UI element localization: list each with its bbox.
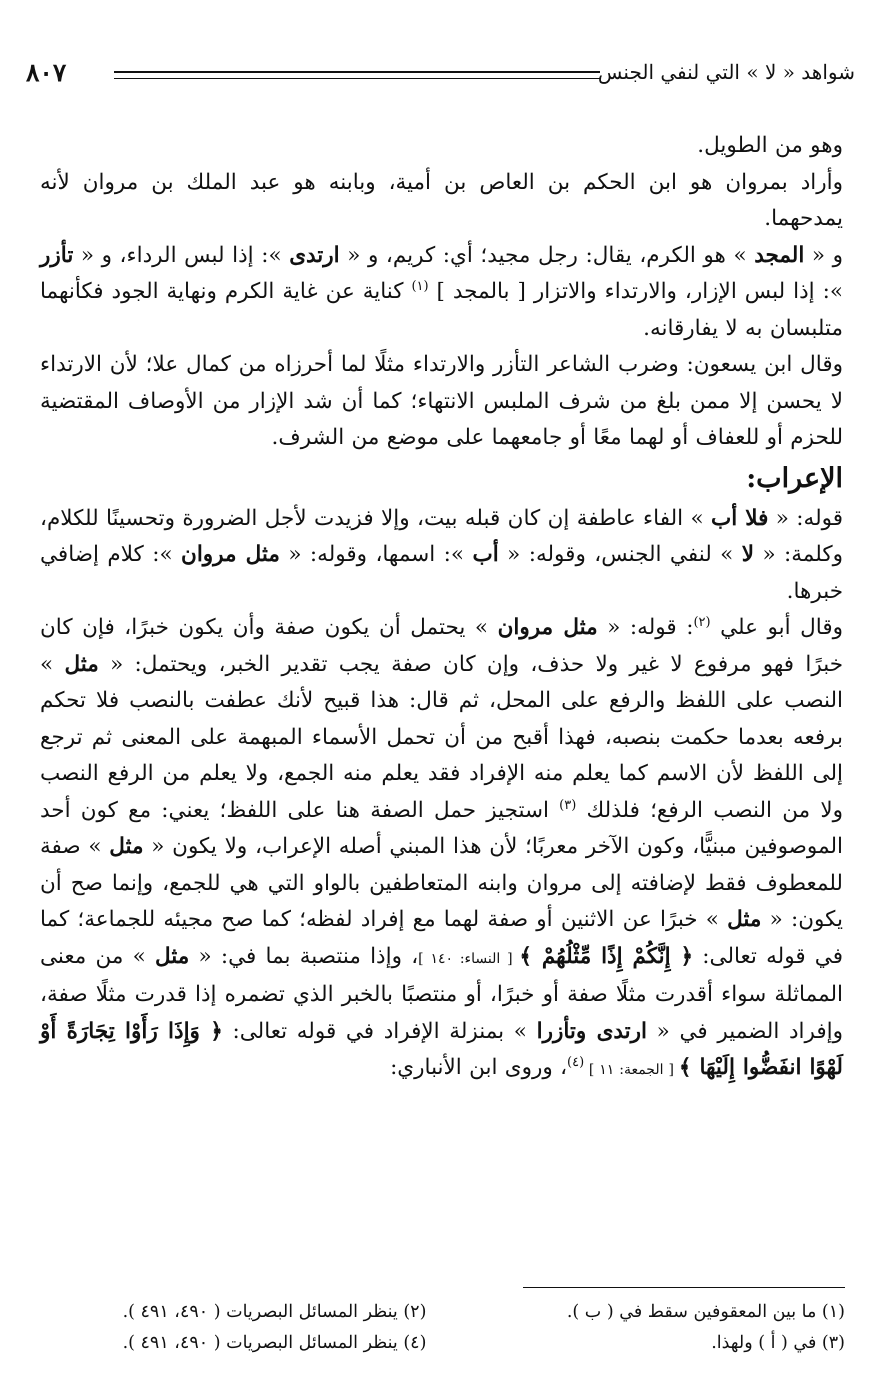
running-header (26, 58, 855, 98)
bold-term: ارتدى (289, 242, 340, 268)
paragraph-abu-ali (40, 610, 843, 1089)
text-run: » بمنزلة الإفراد في قوله تعالى: (222, 1018, 537, 1044)
text-run: »: اسمها، وقوله: « (279, 542, 473, 567)
paragraph-meter: وهو من الطويل. (697, 133, 843, 158)
text-run: » هو الكرم، يقال: رجل مجيد؛ أي: كريم، و « (339, 242, 755, 268)
footnote-1: (١) ما بين المعقوفين سقط في ( ب ). (566, 1302, 845, 1322)
paragraph-ibn-yasun: وقال ابن يسعون: وضرب الشاعر التأزر والارتداء مثلًا لما أحرزاه من كمال علا؛ لأن الارتداء لا يحسن إلا ممن بلغ من شرف الملبس الانتهاء؛ كما أن شد الإزار من الأوصاف المقتضية للحزم أو للعفاف أو لهما معًا أو جامعهما على موضع من الشرف. (40, 352, 843, 450)
paragraph-identification: وأراد بمروان هو ابن الحكم بن العاص بن أمية، وبابنه هو عبد الملك بن مروان لأنه يمدحهما. (40, 169, 843, 231)
paragraph-vocabulary (40, 238, 843, 348)
quran-verse: ﴿ وَإِذَا رَأَوْا تِجَارَةً أَوْ لَهْوًا انفَضُّوا إِلَيْهَا ﴾ (40, 1018, 843, 1080)
text-run: كناية عن غاية الكرم ونهاية الجود فكأنهما متلبسان به لا يفارقانه. (40, 279, 843, 341)
bold-term: مثل (727, 907, 762, 932)
footnote-marker: (٢) (693, 614, 711, 630)
bold-term: ارتدى وتأزرا (536, 1018, 648, 1044)
paragraph-irab (40, 501, 843, 611)
bold-term: المجد (754, 242, 805, 268)
text-run: »: كلام إضافي خبرها. (40, 542, 843, 604)
header-rule-thin (114, 78, 600, 79)
text-run: » النصب على اللفظ والرفع على المحل، ثم قال: هذا قبيح لأنك عطفت بالنصب فلا تحكم برفعه بعدما حكمت بنصبه، فهذا أقبح من أن تحمل الأسماء المبهمة على المعنى ثم ترجع إلى اللفظ لأن الاسم كما يعلم منه الإفراد فقد يعلم منه الجمع، ولا يعلم من الرفع النصب ولا من النصب الرفع؛ فلذلك (40, 651, 843, 823)
text-run: قوله: « (768, 505, 844, 531)
footnote-marker: (٣) (559, 797, 577, 813)
text-run: » خبرًا عن الاثنين أو صفة لهما مع إفراد لفظه؛ كما صح مجيئه للجماعة؛ كما في قوله تعالى: (40, 907, 844, 969)
text-run: ، وروى ابن الأنباري: (390, 1055, 568, 1080)
footnotes (40, 1297, 845, 1359)
bold-term: مثل مروان (181, 542, 280, 567)
footnote-3: (٣) في ( أ ) ولهذا. (711, 1333, 845, 1353)
header-rule (114, 71, 600, 73)
text-run: استجيز حمل الصفة هنا على اللفظ؛ يعني: مع كون أحد الموصوفين مبنيًّا، وكون الآخر معربًا؛ لأن هذا المبني أصله الإعراب، ولا يكون « (40, 797, 843, 859)
quran-verse: ﴿ إِنَّكُمْ إِذًا مِّثْلُهُمْ ﴾ (519, 943, 694, 969)
footnote-marker: (١) (411, 278, 429, 294)
text-run: ، وإذا منتصبة بما في: « (189, 943, 419, 969)
verse-reference: [ النساء: ١٤٠ ] (418, 950, 520, 967)
main-text (40, 128, 843, 1089)
bold-term: مثل (109, 834, 144, 859)
running-title: شواهد « لا » التي لنفي الجنس (597, 60, 855, 84)
bold-term: مثل (64, 651, 99, 677)
text-run: » لنفي الجنس، وقوله: « (498, 542, 742, 567)
footnote-2: (٢) ينظر المسائل البصريات ( ٤٩٠، ٤٩١ ). (122, 1302, 427, 1322)
bold-term: تأزر (40, 242, 74, 268)
text-run: وقال أبو علي (710, 615, 844, 640)
bold-term: أب (472, 542, 499, 567)
text-run: » من معنى المماثلة سواء أقدرت مثلًا صفة أو خبرًا، أو منتصبًا بالخبر الذي تضمره إذا قدرت مثلًا صفة، وإفراد الضمير في « (40, 943, 843, 1044)
text-run: »: إذا لبس الرداء، و « (73, 242, 290, 268)
text-run: و « (804, 242, 843, 268)
bold-term: مثل مروان (497, 615, 598, 640)
section-heading: الإعراب: (746, 462, 843, 494)
footnote-4: (٤) ينظر المسائل البصريات ( ٤٩٠، ٤٩١ ). (122, 1333, 427, 1353)
text-run: : قوله: « (597, 615, 694, 640)
text-run: » يحتمل أن يكون صفة وأن يكون خبرًا، فإن كان خبرًا فهو مرفوع لا غير ولا حذف، وإن كان صفة يجب تقدير الخبر، ويحتمل: « (40, 615, 843, 677)
bold-term: فلا أب (711, 505, 769, 531)
footnote-row (40, 1297, 845, 1328)
text-run: » الفاء عاطفة إن كان قبله بيت، وإلا فزيدت لأجل الضرورة وتحسينًا للكلام، وكلمة: « (40, 505, 843, 567)
verse-reference: [ الجمعة: ١١ ] (588, 1062, 679, 1078)
footnote-rule (523, 1287, 845, 1288)
text-run: » صفة للمعطوف فقط لإضافته إلى مروان وابنه المتعاطفين بالواو التي هي للجمع، وإنما صح أن يكون: « (40, 834, 843, 932)
bold-term: مثل (154, 943, 190, 969)
footnote-row (40, 1328, 845, 1359)
bold-term: لا (741, 542, 755, 567)
text-run: »: إذا لبس الإزار، والارتداء والاتزار [ بالمجد ] (428, 279, 843, 304)
footnote-marker: (٤) (567, 1054, 589, 1070)
page-number: ٨٠٧ (26, 58, 67, 87)
